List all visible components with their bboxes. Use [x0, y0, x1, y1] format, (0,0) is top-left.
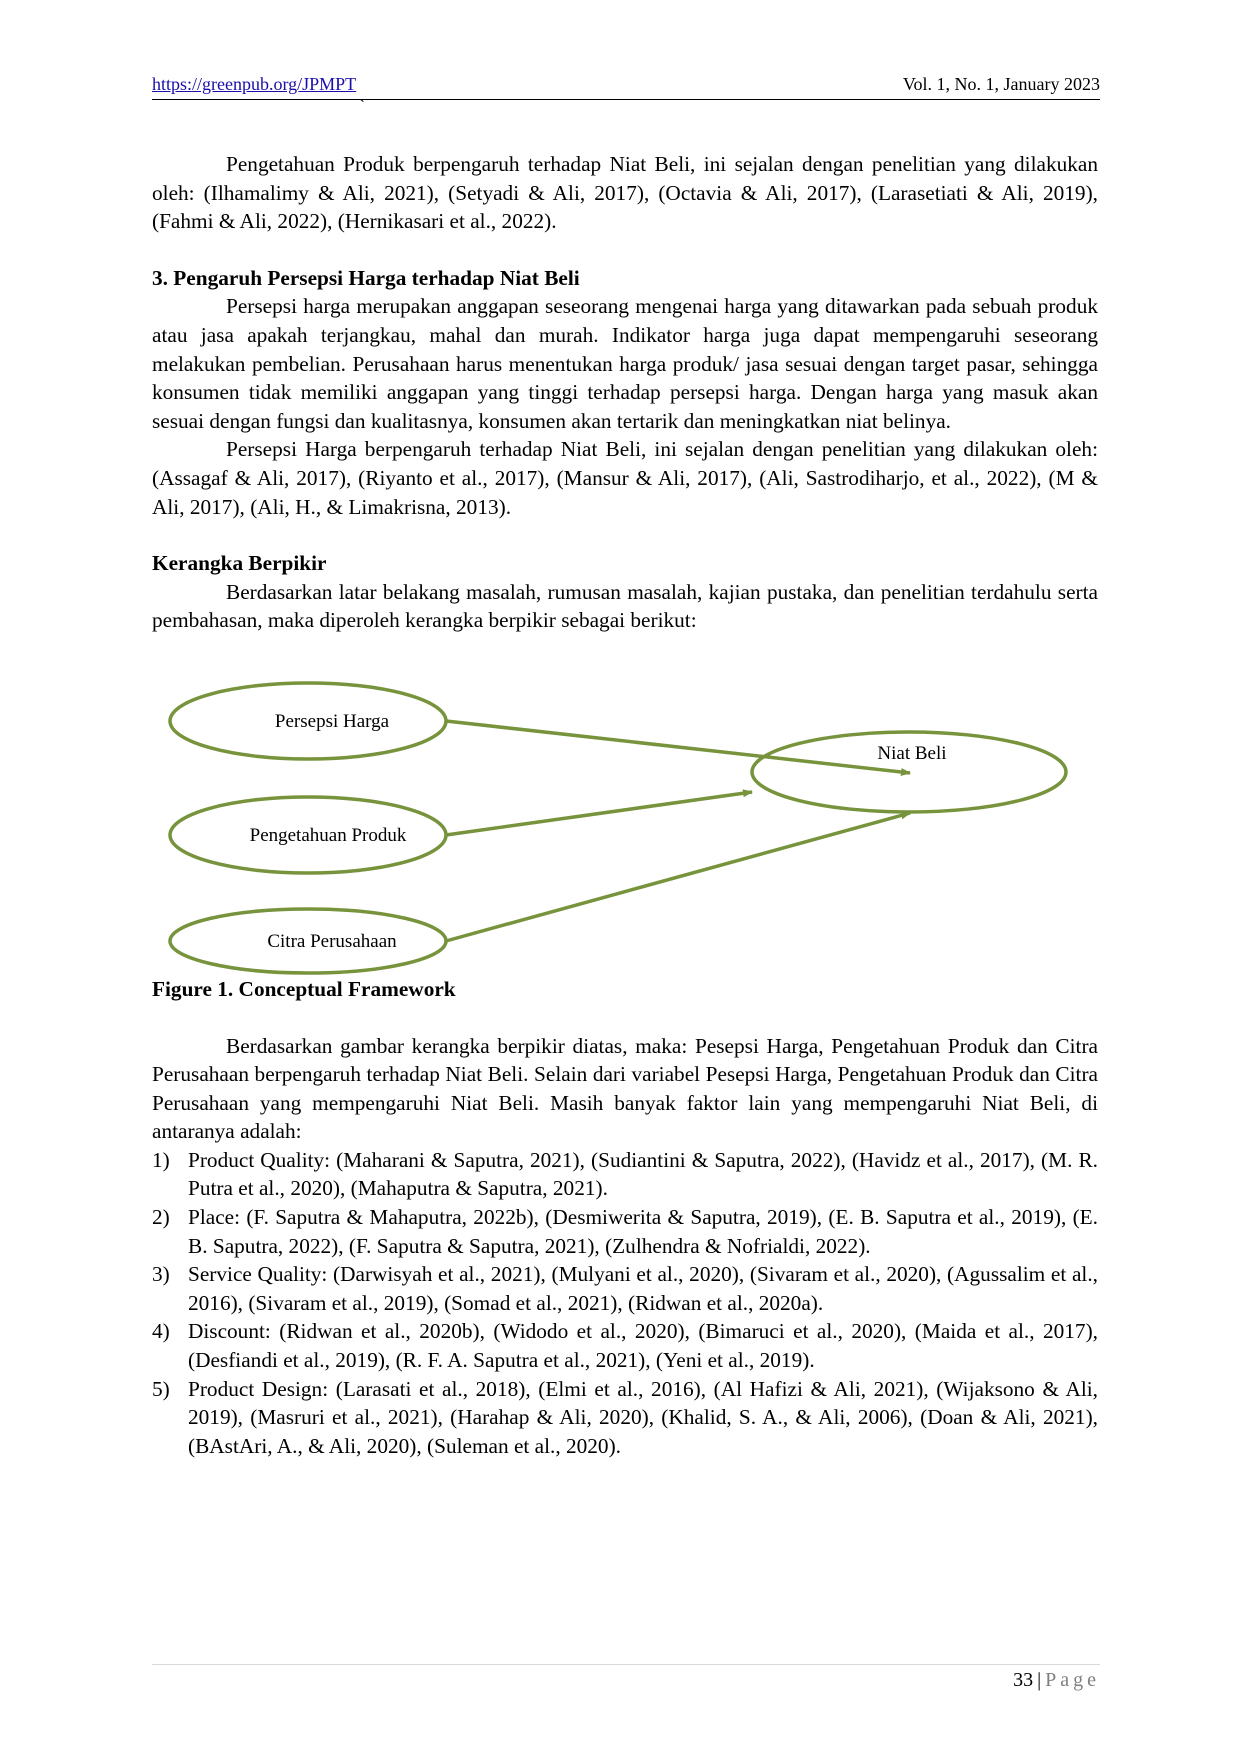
framework-diagram: [152, 639, 1098, 975]
arrow-persepsi-to-niat: [446, 721, 910, 773]
list-item: 1) Product Quality: (Maharani & Saputra, 2021), (Sudiantini & Saputra, 2022), (Havidz et al., 2017), (M. R. Putra et al., 2020), (Mahaputra & Saputra, 2021).: [152, 1147, 1098, 1201]
volume-info: Vol. 1, No. 1, January 2023: [902, 74, 1100, 94]
footer-rule: [152, 1664, 1100, 1665]
label-pengetahuan-produk: Pengetahuan Produk: [249, 824, 407, 846]
page-body: [152, 150, 1098, 1460]
paragraph-kerangka-intro: Berdasarkan latar belakang masalah, rumusan masalah, kajian pustaka, dan penelitian terdahulu serta pembahasan, maka diperoleh kerangka berpikir sebagai berikut:: [152, 579, 1098, 633]
figure-caption: Figure 1. Conceptual Framework: [152, 976, 456, 1001]
arrow-pengetahuan-to-niat: [446, 792, 752, 835]
header-rule: [152, 99, 1100, 100]
journal-url-link[interactable]: https://greenpub.org/JPMPT: [152, 74, 357, 94]
label-citra-perusahaan: Citra Perusahaan: [267, 930, 397, 952]
paragraph-pengetahuan-produk: Pengetahuan Produk berpengaruh terhadap Niat Beli, ini sejalan dengan penelitian yang dilakukan oleh: (Ilhamalimy & Ali, 2021), (Setyadi & Ali, 2017), (Octavia & Ali, 2017), (Larasetiati & Ali, 2019), (Fahmi & Ali, 2022), (Hernikasari et al., 2022).: [152, 152, 1098, 234]
paragraph-framework-discussion: Berdasarkan gambar kerangka berpikir diatas, maka: Pesepsi Harga, Pengetahuan Produk dan Citra Perusahaan berpengaruh terhadap Niat Beli. Selain dari variabel Pesepsi Harga, Pengetahuan Produk dan Citra Perusahaan yang mempengaruhi Niat Beli. Masih banyak faktor lain yang mempengaruhi Niat Beli, di antaranya adalah:: [152, 1033, 1098, 1144]
stray-mark: `: [359, 96, 365, 116]
section-heading-persepsi-harga: 3. Pengaruh Persepsi Harga terhadap Niat Beli: [152, 265, 580, 290]
paragraph-persepsi-harga-citations: Persepsi Harga berpengaruh terhadap Niat Beli, ini sejalan dengan penelitian yang dilakukan oleh: (Assagaf & Ali, 2017), (Riyanto et al., 2017), (Mansur & Ali, 2017), (Ali, Sastrodiharjo, et al., 2022), (M & Ali, 2017), (Ali, H., & Limakrisna, 2013).: [152, 437, 1098, 519]
page-label: Page: [1045, 1669, 1100, 1691]
page-header: [152, 74, 1100, 100]
label-persepsi-harga: Persepsi Harga: [274, 710, 390, 732]
list-item: 2) Place: (F. Saputra & Mahaputra, 2022b), (Desmiwerita & Saputra, 2019), (E. B. Saputra et al., 2019), (E. B. Saputra, 2022), (F. Saputra & Saputra, 2021), (Zulhendra & Nofrialdi, 2022).: [152, 1205, 1098, 1258]
arrow-citra-to-niat: [446, 813, 910, 941]
list-item: 5) Product Design: (Larasati et al., 2018), (Elmi et al., 2016), (Al Hafizi & Ali, 2021), (Wijaksono & Ali, 2019), (Masruri et al., 2021), (Harahap & Ali, 2020), (Khalid, S. A., & Ali, 2006), (Doan & Ali, 2021), (BAstAri, A., & Ali, 2020), (Suleman et al., 2020).: [152, 1376, 1098, 1458]
section-heading-kerangka: Kerangka Berpikir: [152, 551, 327, 576]
list-item: 4) Discount: (Ridwan et al., 2020b), (Widodo et al., 2020), (Bimaruci et al., 2020), (Maida et al., 2017), (Desfiandi et al., 2019), (R. F. A. Saputra et al., 2021), (Yeni et al., 2019).: [152, 1319, 1098, 1373]
conceptual-framework-figure: [152, 639, 1098, 975]
page-number: 33: [1013, 1669, 1034, 1691]
footer-separator: |: [1037, 1669, 1042, 1691]
other-factors-list: [152, 1146, 1098, 1461]
paragraph-persepsi-harga: Persepsi harga merupakan anggapan seseorang mengenai harga yang ditawarkan pada sebuah produk atau jasa apakah terjangkau, mahal dan murah. Indikator harga juga dapat mempengaruhi seseorang melakukan pembelian. Perusahaan harus menentukan harga produk/ jasa sesuai dengan target pasar, sehingga konsumen tidak memiliki anggapan yang tinggi terhadap persepsi harga. Dengan harga yang masuk akan sesuai dengan fungsi dan kualitasnya, konsumen akan tertarik dan meningkatkan niat belinya.: [152, 294, 1098, 433]
page-footer: [1013, 1669, 1100, 1692]
label-niat-beli: Niat Beli: [877, 742, 947, 764]
list-item: 3) Service Quality: (Darwisyah et al., 2021), (Mulyani et al., 2020), (Sivaram et al., 2020), (Agussalim et al., 2016), (Sivaram et al., 2019), (Somad et al., 2021), (Ridwan et al., 2020a).: [152, 1262, 1098, 1315]
